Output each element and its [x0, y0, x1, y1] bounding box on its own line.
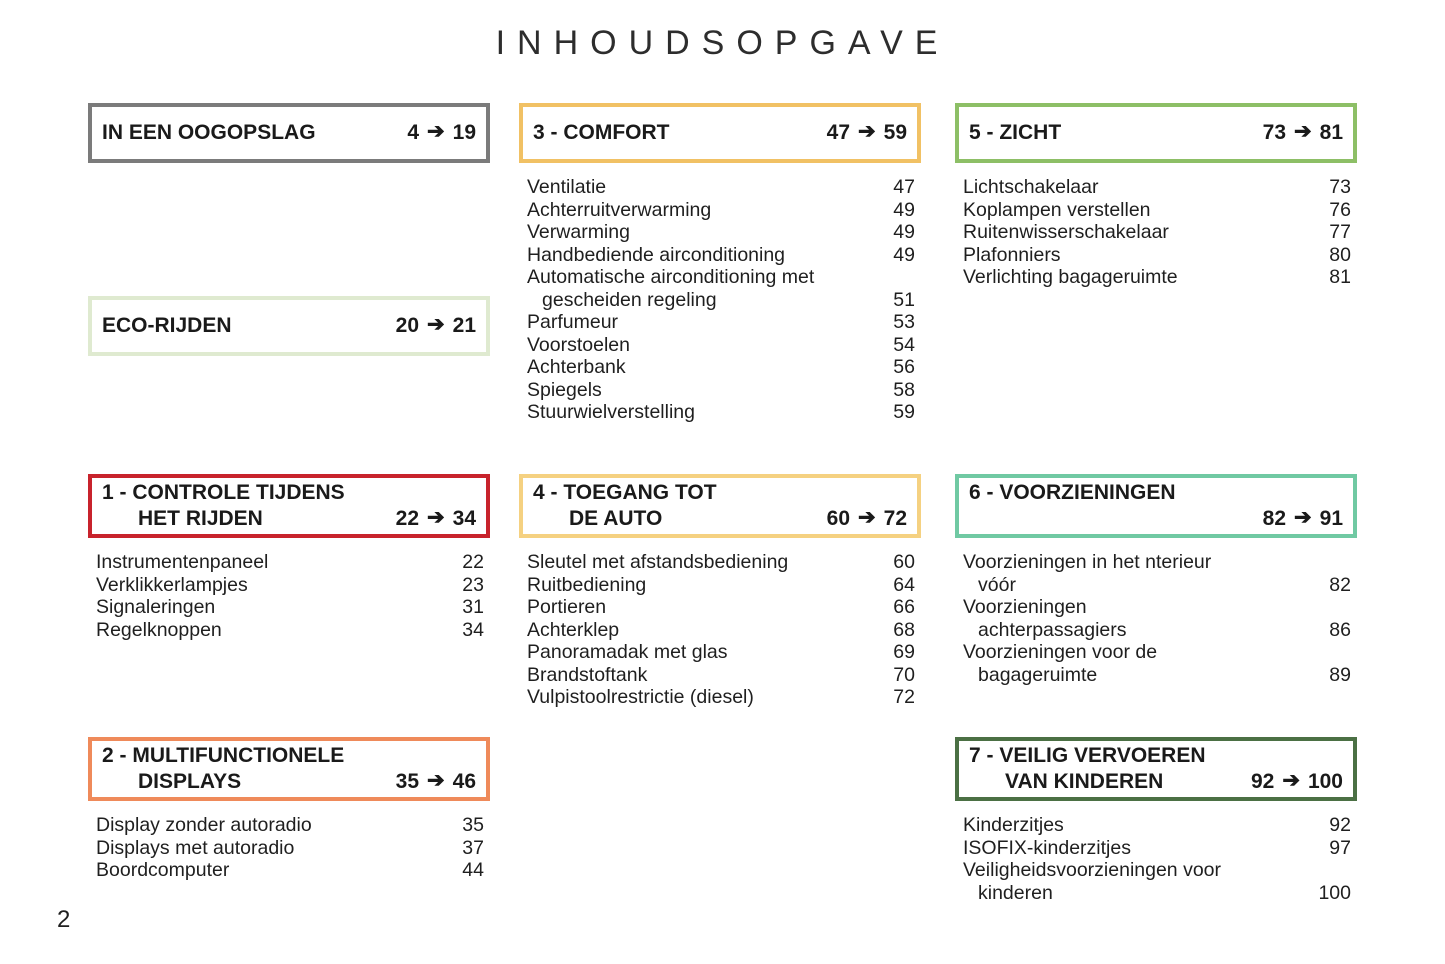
toc-item-label: Portieren [527, 596, 607, 618]
toc-item-label: Brandstoftank [527, 663, 648, 686]
section-header [969, 120, 1343, 146]
toc-row [96, 837, 484, 860]
toc-item-label: Panoramadak met glas [527, 641, 728, 663]
section-box-toegang [519, 474, 921, 538]
toc-item-page: 49 [893, 243, 915, 266]
range-from: 22 [395, 507, 420, 530]
toc-item-label: Ruitbediening [527, 573, 647, 596]
toc-row [527, 199, 915, 222]
toc-item-page: 64 [893, 573, 915, 596]
toc-item-page: 77 [1329, 221, 1351, 243]
range-from: 47 [826, 121, 851, 144]
section-title: 5 - ZICHT [969, 121, 1062, 144]
toc-item-page: 86 [1329, 618, 1351, 641]
toc-row [963, 176, 1351, 199]
toc-item-label: bagageruimte [978, 663, 1098, 686]
toc-item-page: 54 [893, 333, 915, 356]
page-range [827, 506, 907, 532]
section-title-line1: 2 - MULTIFUNCTIONELE [102, 744, 345, 767]
toc-list [519, 551, 921, 709]
section-title-line1: 1 - CONTROLE TIJDENS [102, 481, 345, 504]
toc-row [963, 814, 1351, 837]
toc-item-label: Display zonder autoradio [96, 814, 312, 836]
range-from: 35 [395, 770, 420, 793]
toc-item-label: kinderen [978, 881, 1053, 904]
section-title-line2: HET RIJDEN [138, 507, 263, 530]
toc-item-label: Lichtschakelaar [963, 176, 1099, 198]
toc-item-page: 97 [1329, 836, 1351, 859]
toc-item-page: 59 [893, 401, 915, 423]
toc-item-page: 68 [893, 618, 915, 641]
toc-row [527, 176, 915, 199]
toc-item-page: 23 [462, 573, 484, 596]
section-comfort [519, 103, 921, 424]
page-range [1263, 506, 1343, 532]
toc-row [96, 574, 484, 597]
page-range [1263, 120, 1343, 146]
section-header-line2 [102, 769, 476, 795]
page-title: INHOUDSOPGAVE [495, 24, 950, 62]
range-from: 92 [1250, 770, 1275, 793]
toc-row [963, 619, 1351, 642]
toc-item-label: Instrumentenpaneel [96, 551, 269, 573]
range-from: 20 [395, 314, 420, 337]
section-header-line2 [969, 769, 1343, 795]
toc-item-page: 34 [462, 618, 484, 641]
range-from: 60 [826, 507, 851, 530]
toc-item-label: Boordcomputer [96, 859, 230, 881]
toc-list [955, 551, 1357, 686]
toc-row [963, 266, 1351, 289]
toc-item-page: 100 [1318, 881, 1351, 904]
toc-item-page: 49 [893, 198, 915, 221]
toc-item-label: Signaleringen [96, 596, 216, 618]
toc-row [963, 596, 1351, 619]
toc-row [96, 596, 484, 619]
section-title-line2: VAN KINDEREN [1005, 770, 1164, 793]
arrow-right-icon: ➔ [427, 769, 445, 792]
section-box-comfort [519, 103, 921, 163]
toc-item-page: 58 [893, 378, 915, 401]
page-range [827, 120, 907, 146]
arrow-right-icon: ➔ [427, 506, 445, 529]
range-from: 82 [1262, 507, 1287, 530]
range-to: 100 [1307, 770, 1343, 793]
page-range [407, 120, 476, 146]
range-to: 46 [452, 770, 476, 793]
toc-item-page: 51 [893, 288, 915, 311]
toc-row [527, 641, 915, 664]
range-to: 34 [452, 507, 476, 530]
toc-item-label: gescheiden regeling [542, 288, 717, 311]
toc-row [963, 859, 1351, 882]
section-box-eco-rijden [88, 296, 490, 356]
toc-item-label: Achterklep [527, 618, 620, 641]
toc-item-label: Kinderzitjes [963, 814, 1064, 836]
toc-item-page: 69 [893, 641, 915, 663]
section-header-line1 [102, 480, 476, 506]
range-to: 19 [452, 121, 476, 144]
toc-item-label: Regelknoppen [96, 618, 222, 641]
toc-item-label: Spiegels [527, 378, 602, 401]
section-overview [88, 103, 490, 163]
toc-item-label: Voorstoelen [527, 333, 630, 356]
section-title-line2: DE AUTO [569, 507, 663, 530]
section-box-overview [88, 103, 490, 163]
toc-row [963, 199, 1351, 222]
toc-list [88, 814, 490, 882]
toc-row [527, 379, 915, 402]
toc-item-page: 37 [462, 836, 484, 859]
toc-row [963, 837, 1351, 860]
toc-item-label: ISOFIX-kinderzitjes [963, 836, 1131, 859]
toc-item-page: 44 [462, 859, 484, 881]
section-header-line1 [969, 480, 1343, 506]
toc-row [96, 859, 484, 882]
section-zicht [955, 103, 1357, 289]
toc-item-label: Plafonniers [963, 243, 1061, 266]
toc-item-label: Ventilatie [527, 176, 607, 198]
section-voorzieningen [955, 474, 1357, 686]
toc-item-label: Voorzieningen [963, 596, 1087, 618]
section-header-line2 [102, 506, 476, 532]
section-title: 3 - COMFORT [533, 121, 670, 144]
toc-item-label: Displays met autoradio [96, 836, 295, 859]
toc-row [963, 551, 1351, 574]
section-header [102, 313, 476, 339]
toc-item-page: 72 [893, 686, 915, 708]
toc-list [88, 551, 490, 641]
arrow-right-icon: ➔ [1294, 506, 1312, 529]
section-header [533, 120, 907, 146]
section-title-line1: 4 - TOEGANG TOT [533, 481, 717, 504]
arrow-right-icon: ➔ [858, 120, 876, 143]
toc-item-page: 76 [1329, 198, 1351, 221]
toc-item-page: 22 [462, 551, 484, 573]
section-title-line1: 6 - VOORZIENINGEN [969, 481, 1176, 504]
section-title: IN EEN OOGOPSLAG [102, 121, 316, 144]
section-header [102, 120, 476, 146]
toc-item-label: vóór [978, 573, 1016, 596]
toc-item-page: 92 [1329, 814, 1351, 836]
section-box-zicht [955, 103, 1357, 163]
toc-item-label: Voorzieningen in het nterieur [963, 551, 1212, 573]
toc-item-page: 53 [893, 311, 915, 333]
section-toegang-tot-de-auto [519, 474, 921, 709]
toc-item-label: Automatische airconditioning met [527, 266, 815, 288]
toc-row [527, 311, 915, 334]
toc-row [527, 686, 915, 709]
range-to: 81 [1319, 121, 1343, 144]
toc-item-page: 70 [893, 663, 915, 686]
section-box-voorzieningen [955, 474, 1357, 538]
toc-item-page: 47 [893, 176, 915, 198]
toc-item-page: 56 [893, 356, 915, 378]
toc-item-page: 80 [1329, 243, 1351, 266]
toc-row [527, 244, 915, 267]
section-box-controle [88, 474, 490, 538]
section-box-veilig [955, 737, 1357, 801]
toc-row [96, 814, 484, 837]
section-multifunctionele-displays [88, 737, 490, 882]
toc-item-label: Achterbank [527, 356, 626, 378]
range-from: 4 [407, 121, 420, 144]
range-to: 21 [452, 314, 476, 337]
toc-item-page: 73 [1329, 176, 1351, 198]
toc-item-label: Veiligheidsvoorzieningen voor [963, 859, 1222, 881]
section-title: ECO-RIJDEN [102, 314, 232, 337]
toc-item-label: Verwarming [527, 221, 630, 243]
toc-row [96, 619, 484, 642]
toc-row [527, 551, 915, 574]
toc-list [955, 176, 1357, 289]
toc-item-page: 81 [1329, 266, 1351, 288]
range-to: 91 [1319, 507, 1343, 530]
toc-list [519, 176, 921, 424]
toc-item-page: 89 [1329, 663, 1351, 686]
toc-row [527, 401, 915, 424]
arrow-right-icon: ➔ [427, 120, 445, 143]
toc-item-page: 66 [893, 596, 915, 618]
toc-row [527, 664, 915, 687]
toc-item-label: achterpassagiers [978, 618, 1127, 641]
toc-row [527, 334, 915, 357]
toc-row [527, 574, 915, 597]
toc-item-label: Verklikkerlampjes [96, 573, 248, 596]
arrow-right-icon: ➔ [858, 506, 876, 529]
toc-row [963, 641, 1351, 664]
toc-item-label: Vulpistoolrestrictie (diesel) [527, 686, 754, 708]
section-eco-rijden [88, 296, 490, 356]
toc-item-label: Achterruitverwarming [527, 198, 712, 221]
toc-item-label: Voorzieningen voor de [963, 641, 1158, 663]
toc-item-page: 49 [893, 221, 915, 243]
section-title-line1: 7 - VEILIG VERVOEREN [969, 744, 1206, 767]
toc-item-label: Koplampen verstellen [963, 198, 1151, 221]
toc-item-page: 35 [462, 814, 484, 836]
section-title-line2: DISPLAYS [138, 770, 242, 793]
range-to: 59 [883, 121, 907, 144]
page-number: 2 [57, 906, 71, 933]
toc-row [963, 221, 1351, 244]
arrow-right-icon: ➔ [427, 313, 445, 336]
toc-row [527, 356, 915, 379]
range-to: 72 [883, 507, 907, 530]
toc-item-page: 82 [1329, 573, 1351, 596]
toc-row [527, 266, 915, 289]
section-header-line1 [102, 743, 476, 769]
section-box-multi [88, 737, 490, 801]
toc-item-label: Handbediende airconditioning [527, 243, 786, 266]
page-range [1251, 769, 1343, 795]
section-controle-tijdens-rijden [88, 474, 490, 641]
toc-row [527, 596, 915, 619]
range-from: 73 [1262, 121, 1287, 144]
toc-row [527, 289, 915, 312]
toc-item-label: Sleutel met afstandsbediening [527, 551, 789, 573]
arrow-right-icon: ➔ [1282, 769, 1300, 792]
section-header-line1 [969, 743, 1343, 769]
section-header-line1 [533, 480, 907, 506]
toc-item-label: Ruitenwisserschakelaar [963, 221, 1169, 243]
page-range [396, 506, 476, 532]
toc-item-page: 31 [462, 596, 484, 618]
section-header-line2 [969, 506, 1343, 532]
toc-item-label: Verlichting bagageruimte [963, 266, 1178, 288]
section-veilig-vervoeren-kinderen [955, 737, 1357, 904]
toc-row [963, 882, 1351, 905]
toc-item-label: Parfumeur [527, 311, 619, 333]
toc-list [955, 814, 1357, 904]
toc-row [527, 619, 915, 642]
page-range [396, 313, 476, 339]
toc-row [963, 244, 1351, 267]
section-header-line2 [533, 506, 907, 532]
toc-item-label: Stuurwielverstelling [527, 401, 695, 423]
arrow-right-icon: ➔ [1294, 120, 1312, 143]
toc-row [527, 221, 915, 244]
toc-item-page: 60 [893, 551, 915, 573]
toc-row [963, 664, 1351, 687]
toc-row [96, 551, 484, 574]
toc-row [963, 574, 1351, 597]
page-range [396, 769, 476, 795]
